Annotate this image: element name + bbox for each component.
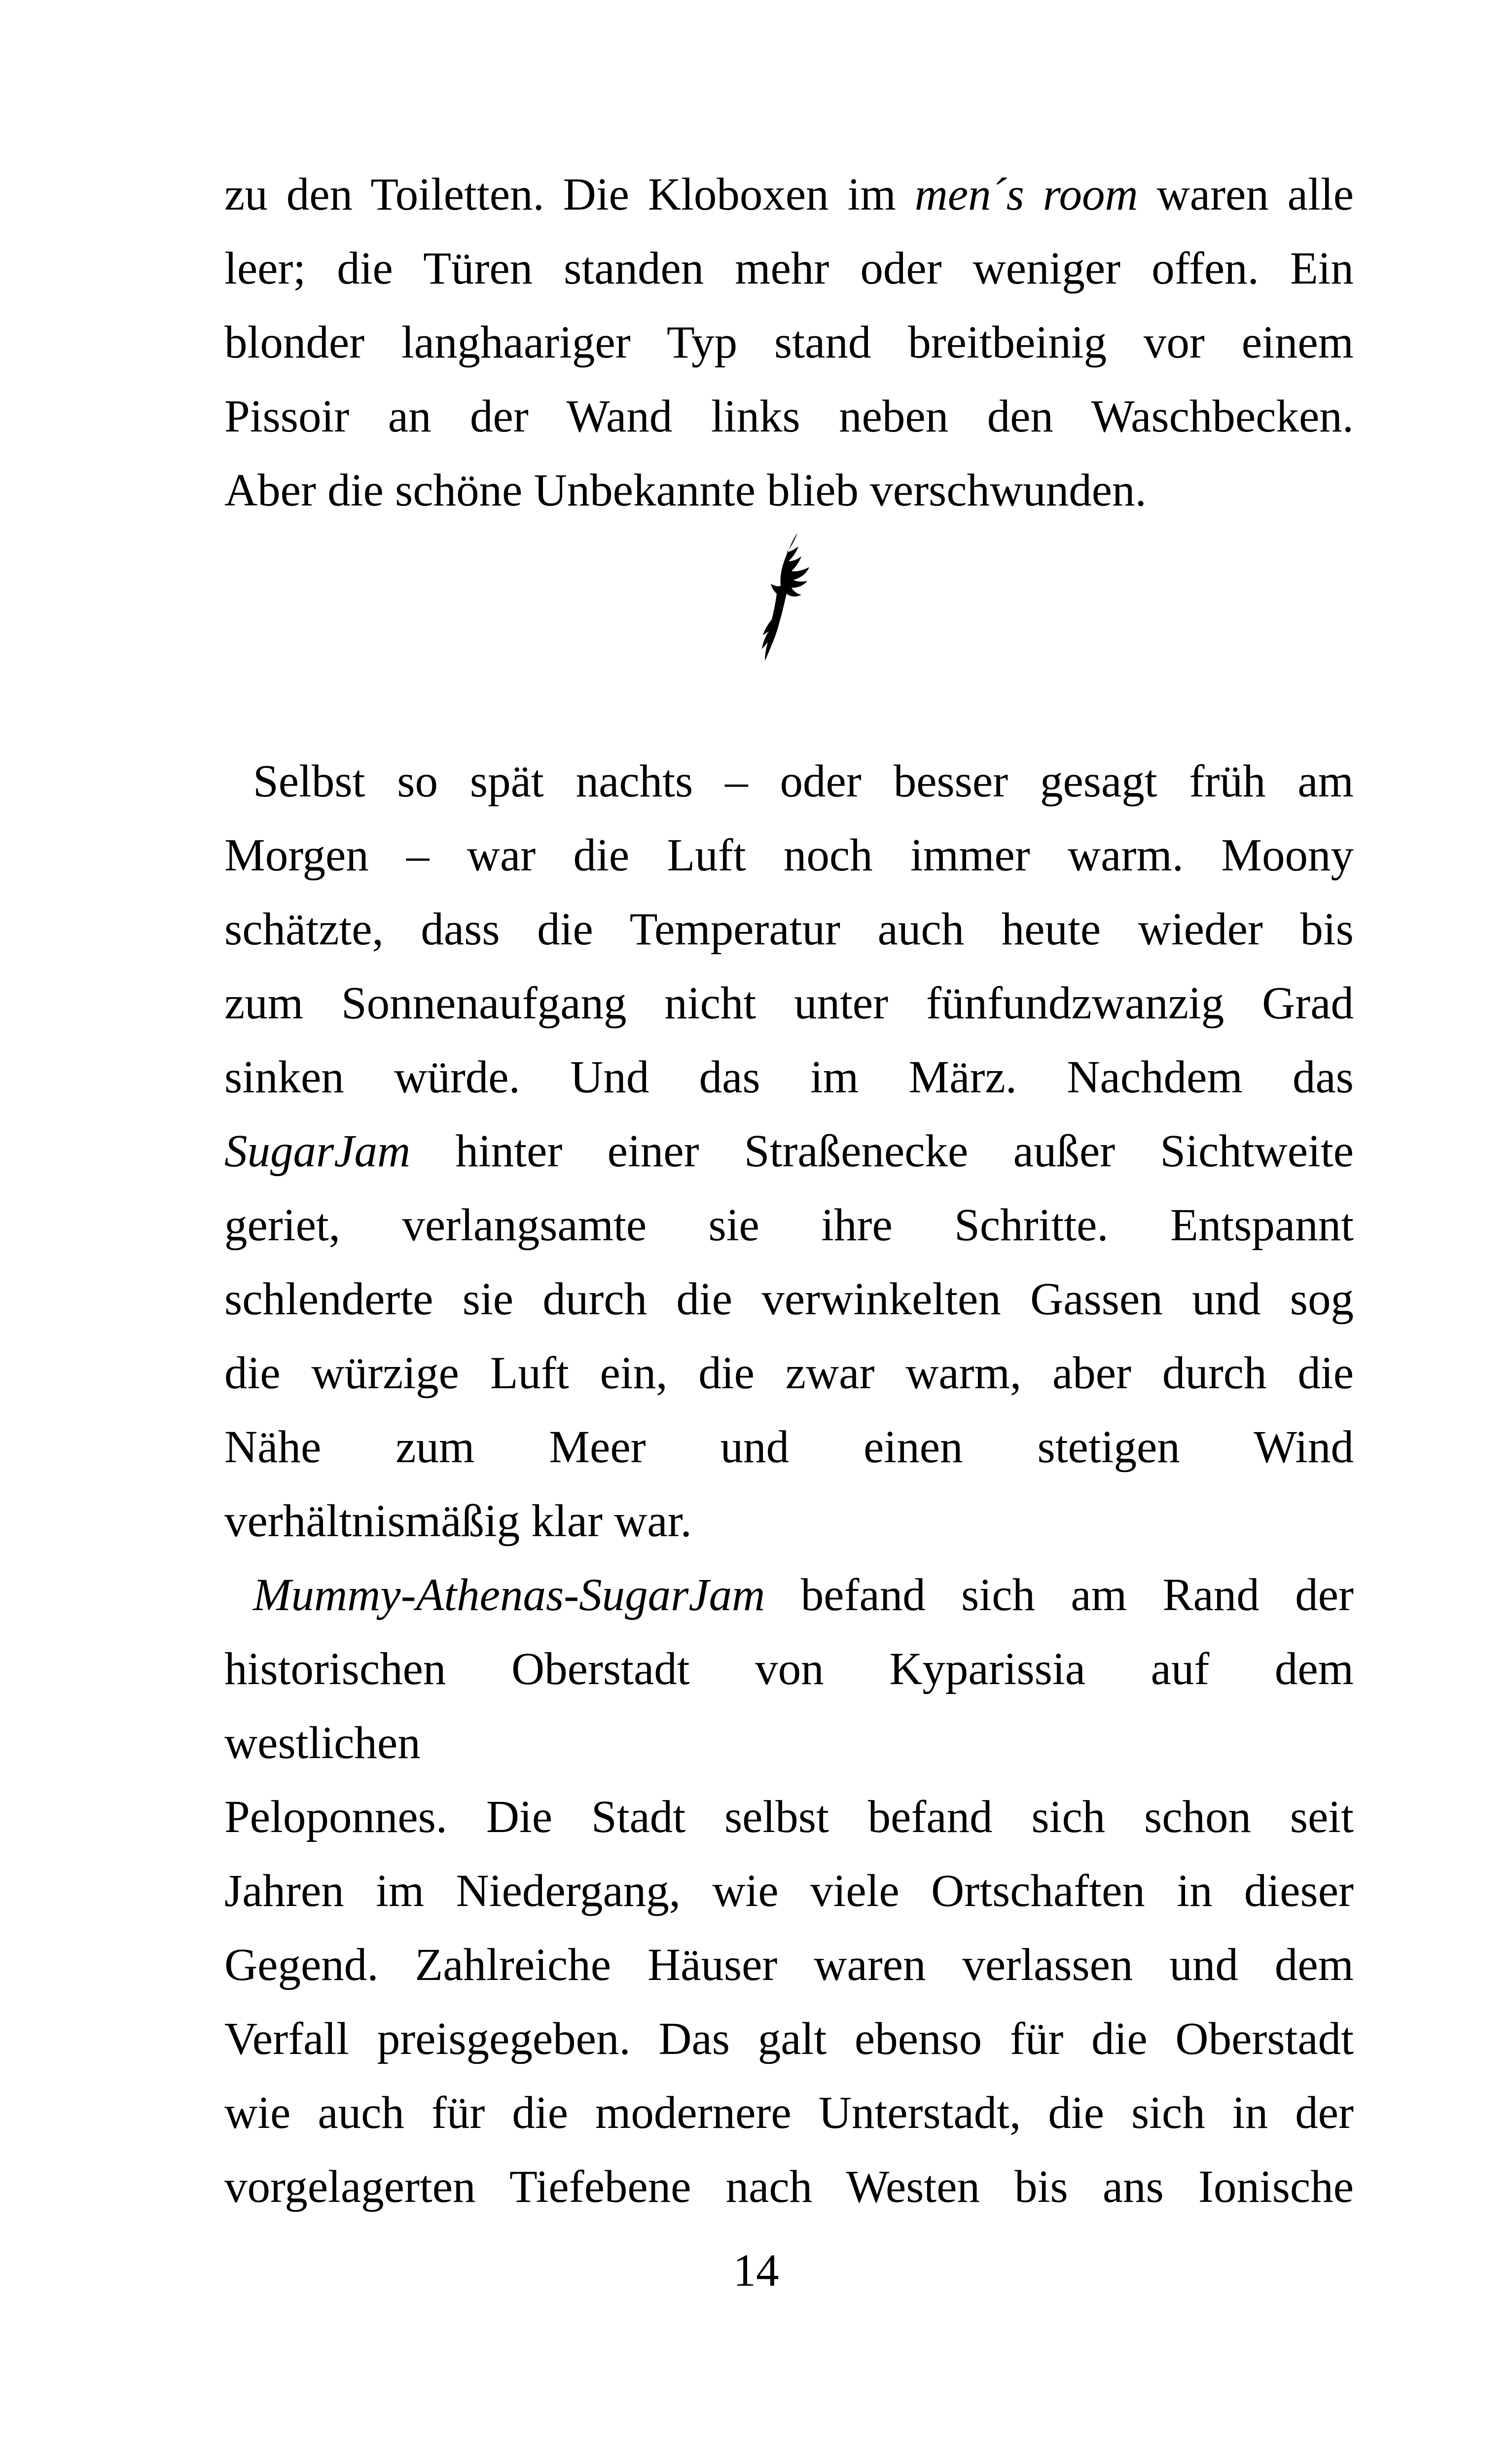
text-line: SugarJam hinter einer Straßenecke außer Sichtweite: [224, 1126, 1354, 1177]
text-line: Selbst so spät nachts – oder besser gesagt früh am: [253, 756, 1354, 807]
text-line: schätzte, dass die Temperatur auch heute wieder bis: [224, 904, 1354, 955]
text-line: Gegend. Zahlreiche Häuser waren verlassen und dem: [224, 1940, 1354, 1990]
text-line: Aber die schöne Unbekannte blieb verschwunden.: [224, 465, 1147, 516]
text-line: Mummy-Athenas-SugarJam befand sich am Rand der: [253, 1570, 1354, 1620]
text-line: sinken würde. Und das im März. Nachdem das: [224, 1052, 1354, 1103]
scene-break-ornament: [224, 528, 1354, 745]
text-line: vorgelagerten Tiefebene nach Westen bis ans Ionische: [224, 2161, 1354, 2212]
paragraph-night-walk: [224, 745, 1354, 1558]
text-line: zu den Toiletten. Die Kloboxen im men´s room waren alle: [224, 169, 1354, 220]
text-line: Verfall preisgegeben. Das galt ebenso für die Oberstadt: [224, 2014, 1354, 2064]
text-line: wie auch für die modernere Unterstadt, die sich in der: [224, 2087, 1354, 2138]
text-line: Pissoir an der Wand links neben den Waschbecken.: [224, 391, 1354, 442]
text-line: Peloponnes. Die Stadt selbst befand sich schon seit: [224, 1792, 1354, 1842]
text-line: geriet, verlangsamte sie ihre Schritte. Entspannt: [224, 1200, 1354, 1251]
page-number: 14: [733, 2245, 779, 2296]
text-line: historischen Oberstadt von Kyparissia auf dem: [224, 1644, 1354, 1694]
text-line: Nähe zum Meer und einen stetigen Wind: [224, 1422, 1354, 1473]
flying-eagle-icon: [762, 533, 816, 661]
page-text: [224, 158, 1354, 2224]
text-line: Morgen – war die Luft noch immer warm. Moony: [224, 830, 1354, 881]
text-line: Jahren im Niedergang, wie viele Ortschaften in dieser: [224, 1866, 1354, 1916]
text-line: blonder langhaariger Typ stand breitbeinig vor einem: [224, 317, 1354, 368]
paragraph-toilets: [224, 158, 1354, 528]
text-line: zum Sonnenaufgang nicht unter fünfundzwanzig Grad: [224, 978, 1354, 1029]
paragraph-kyparissia: [224, 1558, 1354, 2224]
text-line: die würzige Luft ein, die zwar warm, aber durch die: [224, 1348, 1354, 1399]
text-line: schlenderte sie durch die verwinkelten Gassen und sog: [224, 1274, 1354, 1325]
text-line: leer; die Türen standen mehr oder weniger offen. Ein: [224, 243, 1354, 294]
text-line: westlichen: [224, 1718, 421, 1768]
text-line: verhältnismäßig klar war.: [224, 1496, 692, 1546]
